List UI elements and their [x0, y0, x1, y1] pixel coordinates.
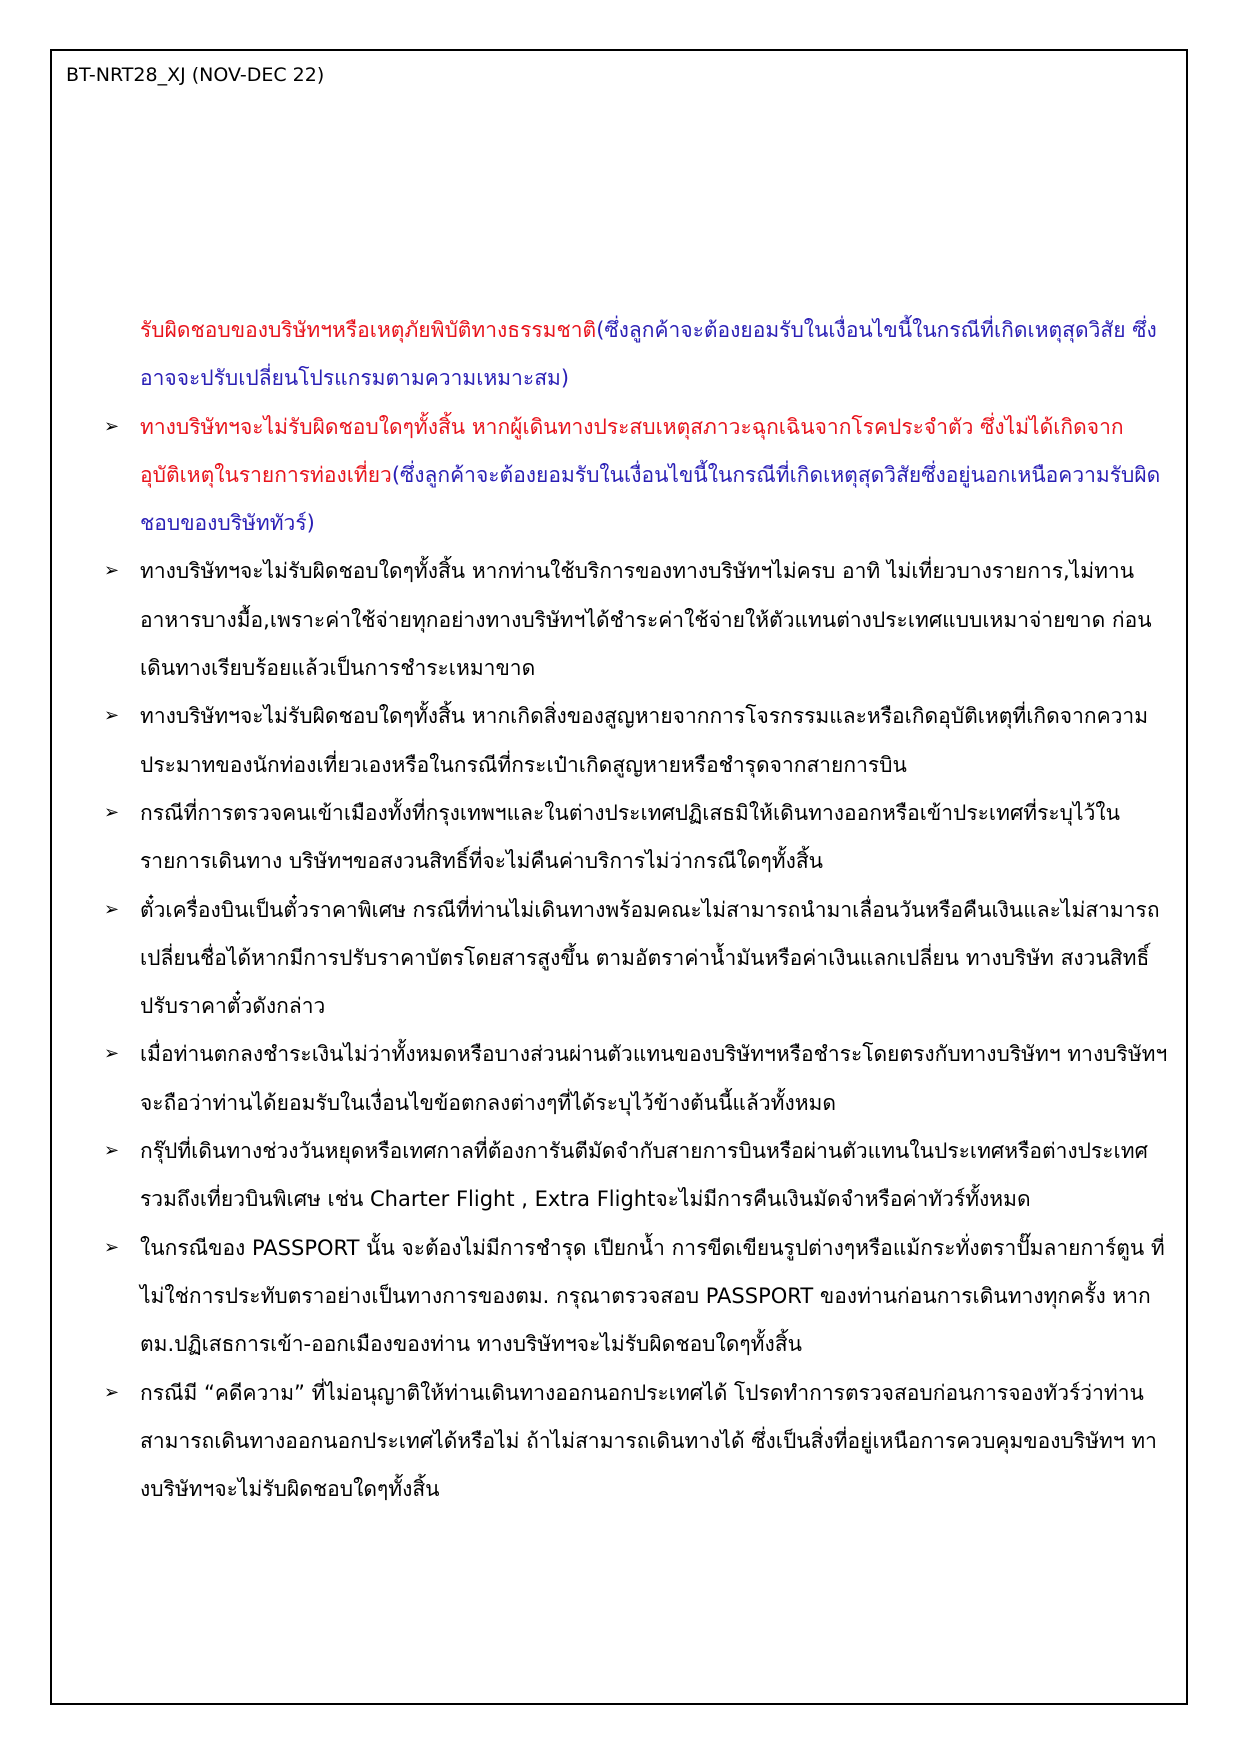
item-text: กรณีที่การตรวจคนเข้าเมืองทั้งที่กรุงเทพฯและในต่างประเทศปฏิเสธมิให้เดินทางออกหรือเข้าประเทศที่ระบุไว้ในรายการเดินทาง บริษัทฯขอสงวนสิทธิ์ที่จะไม่คืนค่าบริการไม่ว่ากรณีใดๆทั้งสิ้น	[140, 800, 1120, 874]
bullet-arrow-icon: ➢	[104, 560, 120, 582]
item-text: ในกรณีของ PASSPORT นั้น จะต้องไม่มีการชำรุด เปียกน้ำ การขีดเขียนรูปต่างๆหรือแม้กระทั่งตราปั๊มลายการ์ตูน ที่ไม่ใช่การประทับตราอย่างเป็นทางการของตม. กรุณาตรวจสอบ PASSPORT ของท่านก่อนการเดินทางทุกครั้ง หาก ตม.ปฏิเสธการเข้า-ออกเมืองของท่าน ทางบริษัทฯจะไม่รับผิดชอบใดๆทั้งสิ้น	[140, 1235, 1165, 1357]
list-item	[80, 403, 1176, 548]
item-text: ตั๋วเครื่องบินเป็นตั๋วราคาพิเศษ กรณีที่ท่านไม่เดินทางพร้อมคณะไม่สามารถนำมาเลื่อนวันหรือคืนเงินและไม่สามารถเปลี่ยนชื่อได้หากมีการปรับราคาบัตรโดยสารสูงขึ้น ตามอัตราค่าน้ำมันหรือค่าเงินแลกเปลี่ยน ทางบริษัท สงวนสิทธิ์ปรับราคาตั๋วดังกล่าว	[140, 897, 1160, 1019]
list-item	[80, 789, 1176, 886]
bullet-arrow-icon: ➢	[104, 705, 120, 727]
bullet-arrow-icon: ➢	[104, 1140, 120, 1162]
item-blue-text: (ซึ่งลูกค้าจะต้องยอมรับในเงื่อนไขนี้ในกรณีที่เกิดเหตุสุดวิสัยซึ่งอยู่นอกเหนือความรับผิดชอบของบริษัททัวร์)	[140, 462, 1161, 536]
bullet-arrow-icon: ➢	[104, 801, 120, 823]
bullet-arrow-icon: ➢	[104, 1236, 120, 1258]
lead-blue-text: (ซึ่งลูกค้าจะต้องยอมรับในเงื่อนไขนี้ในกรณีที่เกิดเหตุสุดวิสัย ซึ่งอาจจะปรับเปลี่ยนโปรแกรมตามความเหมาะสม)	[140, 318, 1157, 391]
tour-code: BT-NRT28_XJ (NOV-DEC 22)	[66, 64, 325, 86]
list-item	[80, 1369, 1176, 1514]
list-item	[80, 1127, 1176, 1224]
bullet-arrow-icon: ➢	[104, 1381, 120, 1403]
bullet-arrow-icon: ➢	[104, 415, 120, 437]
bullet-arrow-icon: ➢	[104, 898, 120, 920]
lead-red-text: รับผิดชอบของบริษัทฯหรือเหตุภัยพิบัติทางธรรมชาติ	[140, 318, 597, 342]
list-item	[80, 1224, 1176, 1369]
list-item	[80, 547, 1176, 692]
item-text: เมื่อท่านตกลงชำระเงินไม่ว่าทั้งหมดหรือบางส่วนผ่านตัวแทนของบริษัทฯหรือชำระโดยตรงกับทางบริษัทฯ ทางบริษัทฯจะถือว่าท่านได้ยอมรับในเงื่อนไขข้อตกลงต่างๆที่ได้ระบุไว้ข้างต้นนี้แล้วทั้งหมด	[140, 1042, 1168, 1115]
item-text: กรณีมี “คดีความ” ที่ไม่อนุญาติให้ท่านเดินทางออกนอกประเทศได้ โปรดทำการตรวจสอบก่อนการจองทัวร์ว่าท่านสามารถเดินทางออกนอกประเทศได้หรือไม่ ถ้าไม่สามารถเดินทางได้ ซึ่งเป็นสิ่งที่อยู่เหนือการควบคุมของบริษัทฯ ทางบริษัทฯจะไม่รับผิดชอบใดๆทั้งสิ้น	[140, 1380, 1157, 1502]
item-red-text: ทางบริษัทฯจะไม่รับผิดชอบใดๆทั้งสิ้น หากผู้เดินทางประสบเหตุสภาวะฉุกเฉินจากโรคประจำตัว ซึ่งไม่ได้เกิดจากอุบัติเหตุในรายการท่องเที่ยว	[140, 414, 1124, 487]
bullet-arrow-icon: ➢	[104, 1043, 120, 1065]
item-text: กรุ๊ปที่เดินทางช่วงวันหยุดหรือเทศกาลที่ต้องการันตีมัดจำกับสายการบินหรือผ่านตัวแทนในประเทศหรือต่างประเทศ รวมถึงเที่ยวบินพิเศษ เช่น Charter Flight , Extra Flightจะไม่มีการคืนเงินมัดจำหรือค่าทัวร์ทั้งหมด	[140, 1139, 1148, 1212]
list-item	[80, 886, 1176, 1031]
lead-paragraph	[80, 306, 1176, 403]
item-text: ทางบริษัทฯจะไม่รับผิดชอบใดๆทั้งสิ้น หากเกิดสิ่งของสูญหายจากการโจรกรรมและหรือเกิดอุบัติเหตุที่เกิดจากความประมาทของนักท่องเที่ยวเองหรือในกรณีที่กระเป๋าเกิดสูญหายหรือชำรุดจากสายการบิน	[140, 704, 1149, 777]
terms-list	[80, 306, 1176, 1513]
list-item	[80, 692, 1176, 789]
list-item	[80, 1030, 1176, 1127]
item-text: ทางบริษัทฯจะไม่รับผิดชอบใดๆทั้งสิ้น หากท่านใช้บริการของทางบริษัทฯไม่ครบ อาทิ ไม่เที่ยวบางรายการ,ไม่ทานอาหารบางมื้อ,เพราะค่าใช้จ่ายทุกอย่างทางบริษัทฯได้ชำระค่าใช้จ่ายให้ตัวแทนต่างประเทศแบบเหมาจ่ายขาด ก่อนเดินทางเรียบร้อยแล้วเป็นการชำระเหมาขาด	[140, 559, 1152, 681]
